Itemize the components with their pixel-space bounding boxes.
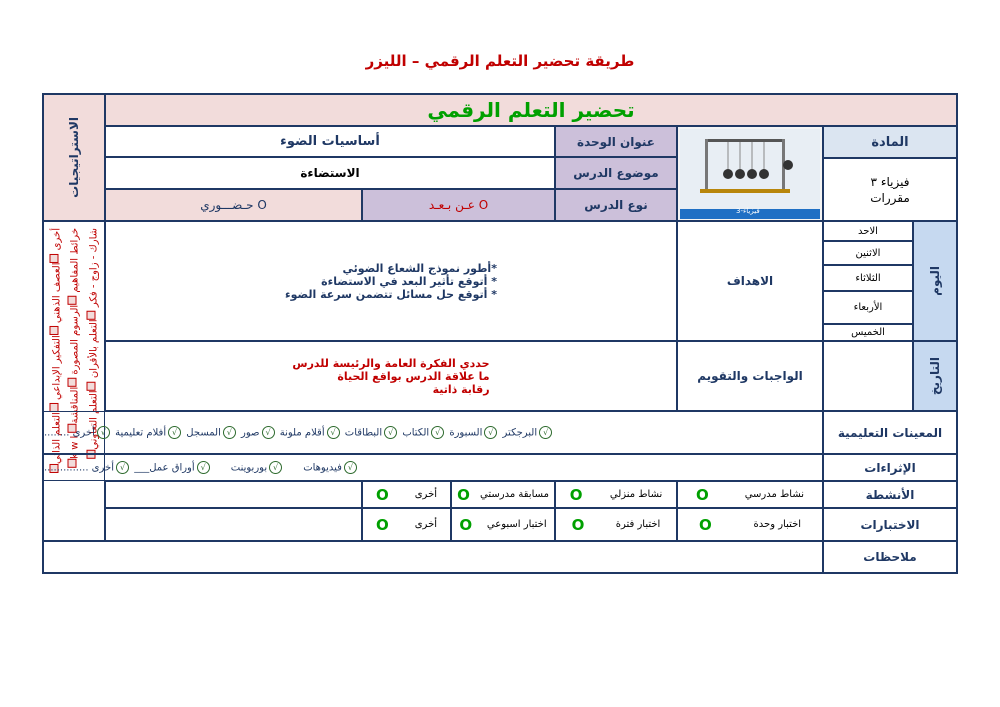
- objectives-label: الاهداف: [726, 274, 774, 288]
- strategy-self: التعلم الذاتي: [51, 412, 63, 464]
- test-period-label: اختبار فترة: [615, 519, 661, 530]
- enrichment-content: [43, 454, 823, 481]
- day-tuesday[interactable]: الثلاثاء: [823, 265, 913, 291]
- strategy-other: أخرى: [51, 228, 63, 251]
- circle-icon: O: [695, 485, 709, 504]
- check-icon: √: [116, 461, 129, 474]
- lesson-topic-value: الاستضاءة: [300, 166, 360, 180]
- enrichment-label: الإثراءات: [864, 460, 916, 475]
- check-icon: √: [384, 426, 397, 439]
- objective-2: * أتوقع تأثير البعد في الاستضاءة: [321, 274, 497, 288]
- check-icon: √: [262, 426, 275, 439]
- aid-item[interactable]: √السبورة: [449, 426, 499, 439]
- strategy-illustrations: الرسوم المصورة: [69, 304, 81, 375]
- aid-item[interactable]: √صور: [241, 426, 277, 439]
- circle-icon: O: [457, 485, 470, 504]
- aid-item[interactable]: √أقلام ملونة: [280, 426, 342, 439]
- activity-competition[interactable]: [451, 481, 555, 508]
- day-wednesday[interactable]: الأربعاء: [823, 291, 913, 324]
- strategy-concept-maps: خرائط المفاهيم: [69, 228, 81, 293]
- circle-icon: O: [571, 515, 585, 534]
- aid-item[interactable]: √البرجكتر: [503, 426, 555, 439]
- checkbox-icon[interactable]: [87, 310, 96, 319]
- lesson-type-inperson-label: حـضـــوري O: [200, 198, 267, 212]
- check-icon: √: [168, 426, 181, 439]
- checkbox-icon[interactable]: [68, 378, 77, 387]
- tests-blank: [105, 508, 362, 541]
- subject-label: المادة: [871, 134, 909, 150]
- check-icon: √: [484, 426, 497, 439]
- newtons-cradle-icon: [680, 129, 820, 219]
- unit-title-label: عنوان الوحدة: [577, 134, 655, 149]
- date-value-cell[interactable]: [823, 341, 913, 411]
- circle-icon: O: [376, 515, 389, 534]
- objective-1: *أطور نموذج الشعاع الضوئي: [342, 261, 497, 275]
- activity-home-label: نشاط منزلي: [609, 489, 663, 500]
- header-title-cell: [105, 94, 957, 126]
- aid-item[interactable]: √المسجل: [186, 426, 238, 439]
- newtons-cradle-image: [677, 126, 823, 221]
- day-thursday[interactable]: الخميس: [823, 324, 913, 341]
- objectives-label-cell: [677, 221, 823, 341]
- enrichment-label-cell: [823, 454, 957, 481]
- strategies-header-cell: [43, 94, 105, 221]
- strategy-creative: التفكير الإبداعي: [51, 335, 63, 400]
- lesson-type-label: نوع الدرس: [584, 198, 648, 212]
- aids-label-cell: [823, 411, 957, 454]
- notes-label-cell: [823, 541, 957, 573]
- activity-home[interactable]: [555, 481, 677, 508]
- activities-label: الأنشطة: [865, 487, 915, 502]
- homework-1: حددي الفكرة العامة والرئيسة للدرس: [292, 356, 490, 370]
- check-icon: √: [539, 426, 552, 439]
- check-icon: √: [97, 426, 110, 439]
- date-label-cell: [913, 341, 957, 411]
- strategies-label: الاستراتيجيات: [67, 117, 81, 198]
- checkbox-icon[interactable]: [68, 296, 77, 305]
- test-unit-label: اختبار وحدة: [753, 519, 802, 530]
- day-sunday[interactable]: الاحد: [823, 221, 913, 241]
- unit-title-value-cell: [105, 126, 555, 157]
- activity-other-label: أخرى: [414, 489, 438, 500]
- test-other[interactable]: [362, 508, 451, 541]
- lesson-type-label-cell: [555, 189, 677, 221]
- activity-other[interactable]: [362, 481, 451, 508]
- unit-title-value: أساسيات الضوء: [280, 134, 380, 149]
- notes-label: ملاحظات: [863, 550, 917, 564]
- strategy-brainstorm: العصف الذهني: [51, 262, 63, 324]
- checkbox-icon[interactable]: [50, 326, 59, 335]
- lesson-type-remote[interactable]: [362, 189, 555, 221]
- objective-3: * أتوقع حل مسائل تتضمن سرعة الضوء: [285, 287, 497, 301]
- strategy-peers: التعلم بالأقران: [88, 319, 100, 379]
- circle-icon: O: [376, 485, 389, 504]
- test-weekly[interactable]: [451, 508, 555, 541]
- day-label-cell: [913, 221, 957, 341]
- objectives-content: [105, 221, 677, 341]
- lesson-type-remote-label: عـن بـعـد O: [428, 198, 489, 212]
- strategies-list: [43, 221, 105, 541]
- lesson-topic-label: موضوع الدرس: [573, 166, 659, 180]
- test-period[interactable]: [555, 508, 677, 541]
- subject-value: فيزياء ٣ مقررات: [823, 158, 957, 221]
- enrichment-item[interactable]: √أوراق عمل___: [134, 461, 211, 474]
- check-icon: √: [197, 461, 210, 474]
- activities-blank: [105, 481, 362, 508]
- aid-item[interactable]: √أخرى ........: [44, 426, 112, 439]
- enrichment-item[interactable]: √فيديوهات: [303, 461, 359, 474]
- check-icon: √: [269, 461, 282, 474]
- aids-label: المعينات التعليمية: [837, 425, 943, 440]
- aid-item[interactable]: √البطاقات: [345, 426, 399, 439]
- lesson-topic-value-cell: [105, 157, 555, 189]
- check-icon: √: [431, 426, 444, 439]
- enrichment-item[interactable]: √أخرى ..............: [44, 461, 131, 474]
- checkbox-icon[interactable]: [87, 381, 96, 390]
- circle-icon: O: [698, 515, 712, 534]
- header-title: تحضير التعلم الرقمي: [427, 98, 635, 122]
- test-weekly-label: اختبار اسبوعي: [486, 519, 547, 530]
- aid-item[interactable]: √الكتاب: [402, 426, 446, 439]
- test-other-label: أخرى: [414, 519, 438, 530]
- strategy-discussion: المناقشة: [69, 386, 81, 424]
- circle-icon: O: [569, 485, 583, 504]
- aids-content: [43, 411, 823, 454]
- unit-title-label-cell: [555, 126, 677, 157]
- tests-label: الاختبارات: [860, 517, 920, 532]
- activity-competition-label: مسابقة مدرستي: [480, 489, 549, 500]
- checkbox-icon[interactable]: [50, 254, 59, 263]
- tests-label-cell: [823, 508, 957, 541]
- strategy-think-pair-share: شارك - زاوج - فكر: [88, 228, 100, 308]
- homework-3: رقابة ذاتية: [432, 382, 490, 396]
- homework-label-cell: [677, 341, 823, 411]
- lesson-topic-label-cell: [555, 157, 677, 189]
- homework-label: الواجبات والتقويم: [697, 369, 803, 383]
- date-label: التاريخ: [928, 356, 942, 396]
- day-monday[interactable]: الاثنين: [823, 241, 913, 265]
- page-title: طريقة تحضير التعلم الرقمي – الليزر: [365, 52, 635, 70]
- check-icon: √: [223, 426, 236, 439]
- notes-field[interactable]: [43, 541, 823, 573]
- check-icon: √: [327, 426, 340, 439]
- day-label: اليوم: [928, 266, 942, 296]
- circle-icon: O: [459, 515, 473, 534]
- test-unit[interactable]: [677, 508, 823, 541]
- homework-content: [105, 341, 677, 411]
- enrichment-item[interactable]: √بوربوينت: [231, 461, 284, 474]
- check-icon: √: [344, 461, 357, 474]
- lesson-type-inperson[interactable]: [105, 189, 362, 221]
- homework-2: ما علاقة الدرس بواقع الحياة: [337, 369, 490, 383]
- activities-label-cell: [823, 481, 957, 508]
- strategy-cooperative: التعلم التعاوني: [88, 390, 100, 450]
- image-caption: فيزياء-3: [736, 207, 760, 215]
- aid-item[interactable]: √أفلام تعليمية: [115, 426, 183, 439]
- activity-school-label: نشاط مدرسي: [744, 489, 805, 500]
- strategy-kwl: k w l: [69, 435, 81, 459]
- subject-label-cell: [823, 126, 957, 158]
- activity-school[interactable]: [677, 481, 823, 508]
